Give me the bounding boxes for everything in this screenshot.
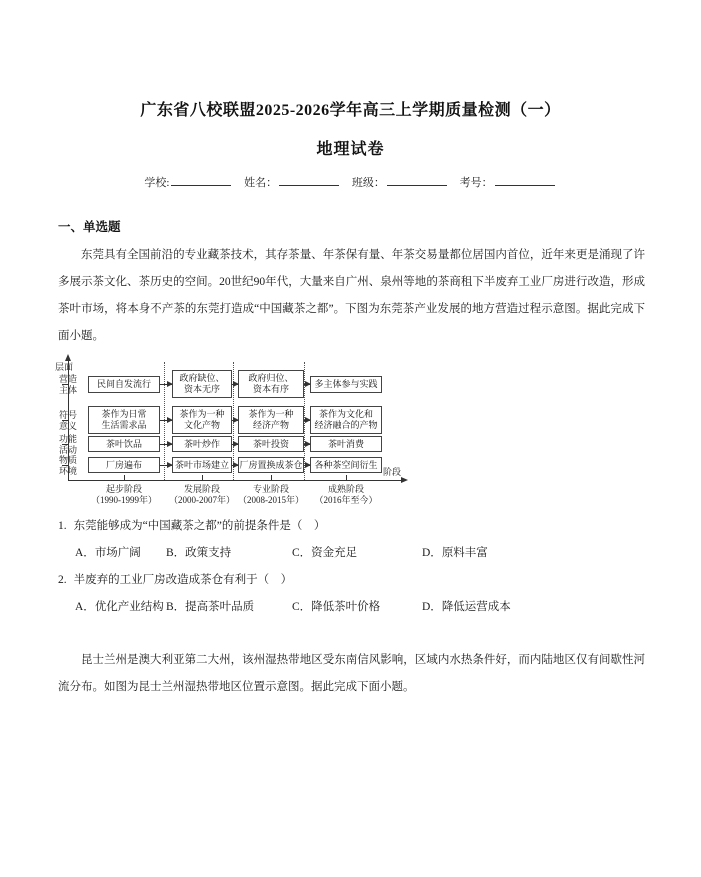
flow-arrow-icon bbox=[232, 384, 238, 385]
diagram-box: 茶叶投资 bbox=[238, 436, 304, 452]
stage-label-professional: 专业阶段 （2008-2015年） bbox=[238, 484, 304, 505]
diagram-box: 茶作为文化和 经济融合的产物 bbox=[310, 406, 382, 434]
question-1-options bbox=[75, 540, 645, 567]
exam-number-label: 考号： bbox=[459, 177, 493, 189]
passage-queensland: 昆士兰州是澳大利亚第二大州，该州湿热带地区受东南信风影响，区域内水热条件好，而内陆地区仅有间歇性河流分布。如图为昆士兰州湿热带地区位置示意图。据此完成下面小题。 bbox=[58, 654, 645, 693]
diagram-box: 民间自发流行 bbox=[88, 376, 160, 393]
row-label-function: 功能 活动 bbox=[58, 434, 77, 455]
option-d: D．降低运营成本 bbox=[422, 601, 511, 613]
question-list bbox=[58, 513, 645, 621]
diagram-box: 茶作为一种 文化产物 bbox=[172, 406, 232, 434]
row-label-subject: 营造 主体 bbox=[58, 374, 77, 395]
x-tick bbox=[346, 475, 347, 481]
question-number: 2. bbox=[58, 574, 67, 586]
row-label-environment: 物质 环境 bbox=[58, 455, 77, 476]
question-2-options bbox=[75, 594, 645, 621]
stage-label-start: 起步阶段 （1990-1999年） bbox=[91, 484, 157, 505]
question-2 bbox=[58, 567, 645, 621]
diagram-box: 政府归位、 资本有序 bbox=[238, 370, 304, 398]
diagram-box: 各种茶空间衍生 bbox=[310, 457, 382, 473]
option-d: D．原料丰富 bbox=[422, 547, 488, 559]
flow-arrow-icon bbox=[304, 384, 310, 385]
class-field bbox=[352, 177, 449, 189]
exam-number-blank bbox=[495, 174, 555, 186]
section-heading-single-choice: 一、单选题 bbox=[58, 220, 121, 234]
student-info-line bbox=[0, 174, 701, 190]
option-b: B．政策支持 bbox=[166, 547, 232, 559]
flow-arrow-icon bbox=[232, 465, 238, 466]
flow-arrow-icon bbox=[160, 420, 172, 421]
flow-arrow-icon bbox=[160, 444, 172, 445]
page-title: 广东省八校联盟2025-2026学年高三上学期质量检测（一） bbox=[140, 102, 561, 119]
exam-number-field bbox=[460, 177, 557, 189]
option-c: C．降低茶叶价格 bbox=[292, 601, 381, 613]
row-label-symbol: 符号 意义 bbox=[58, 410, 77, 431]
stage-label-mature: 成熟阶段 （2016年至今） bbox=[314, 484, 378, 505]
flow-arrow-icon bbox=[160, 465, 172, 466]
x-axis-line bbox=[68, 480, 402, 481]
option-c: C．资金充足 bbox=[292, 547, 358, 559]
class-label: 班级： bbox=[351, 177, 385, 189]
flow-arrow-icon bbox=[232, 420, 238, 421]
school-field bbox=[144, 177, 233, 189]
class-blank bbox=[387, 174, 447, 186]
diagram-box: 茶叶饮品 bbox=[88, 436, 160, 452]
x-tick bbox=[202, 475, 203, 481]
stage-separator bbox=[164, 362, 165, 480]
option-a: A．优化产业结构 bbox=[75, 601, 164, 613]
tea-industry-stage-diagram bbox=[56, 356, 408, 508]
question-number: 1. bbox=[58, 520, 67, 532]
name-label: 姓名： bbox=[244, 177, 278, 189]
flow-arrow-icon bbox=[160, 384, 172, 385]
diagram-box: 政府缺位、 资本无序 bbox=[172, 370, 232, 398]
diagram-box: 厂房遍布 bbox=[88, 457, 160, 473]
diagram-box: 茶作为日常 生活需求品 bbox=[88, 406, 160, 434]
diagram-box: 茶叶消费 bbox=[310, 436, 382, 452]
x-axis-label: 阶段 bbox=[383, 467, 402, 477]
school-label: 学校: bbox=[144, 177, 170, 189]
option-a: A．市场广阔 bbox=[75, 547, 141, 559]
question-1-text: 1. 东莞能够成为“中国藏茶之都”的前提条件是（ ） bbox=[58, 520, 326, 532]
name-blank bbox=[279, 174, 339, 186]
x-tick bbox=[124, 475, 125, 481]
diagram-box: 茶作为一种 经济产物 bbox=[238, 406, 304, 434]
question-2-text: 2. 半废弃的工业厂房改造成茶仓有利于（ ） bbox=[58, 574, 293, 586]
passage-dongguan-tea: 东莞具有全国前沿的专业藏茶技术，其存茶量、年茶保有量、年茶交易量都位居国内首位，近年来更是涌现了许多展示茶文化、茶历史的空间。20世纪90年代，大量来自广州、泉州等地的茶商租下半废弃工业厂房进行改造，形成茶叶市场，将本身不产茶的东莞打造成“中国藏茶之都”。下图为东莞茶产业发展的地方营造过程示意图。据此完成下面小题。 bbox=[58, 249, 645, 342]
diagram-box: 茶叶市场建立 bbox=[172, 457, 232, 473]
flow-arrow-icon bbox=[232, 444, 238, 445]
flow-arrow-icon bbox=[304, 420, 310, 421]
diagram-box: 厂房置换成茶仓 bbox=[238, 457, 304, 473]
diagram-box: 多主体参与实践 bbox=[310, 376, 382, 393]
diagram-box: 茶叶炒作 bbox=[172, 436, 232, 452]
page-subtitle: 地理试卷 bbox=[316, 141, 385, 158]
x-tick bbox=[271, 475, 272, 481]
option-b: B．提高茶叶品质 bbox=[166, 601, 255, 613]
y-axis-label: 层面 bbox=[54, 362, 73, 372]
stage-label-development: 发展阶段 （2000-2007年） bbox=[169, 484, 235, 505]
flow-arrow-icon bbox=[304, 465, 310, 466]
x-axis-arrow-icon bbox=[401, 477, 408, 483]
name-field bbox=[244, 177, 341, 189]
school-blank bbox=[171, 174, 231, 186]
question-1 bbox=[58, 513, 645, 567]
flow-arrow-icon bbox=[304, 444, 310, 445]
